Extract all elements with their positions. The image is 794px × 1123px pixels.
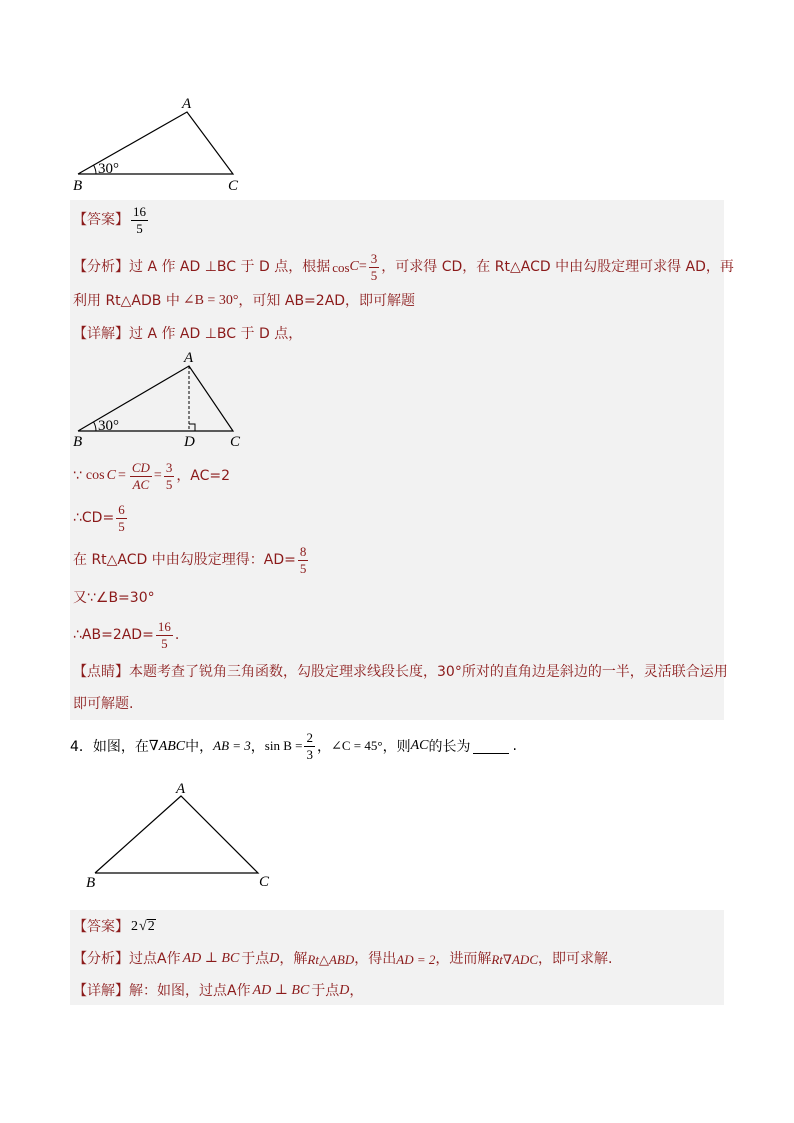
detail-label-2: 【详解】 <box>73 983 129 999</box>
step-also: 又∵∠B=30° <box>73 590 155 606</box>
vertex-b-label-3: B <box>86 875 96 891</box>
step-cos: ∵ cos C = $\frac{CD}{AC}$ = $\frac{3}{5}$ ，AC=2 <box>73 460 231 492</box>
vertex-b-label: B <box>73 178 83 194</box>
vertex-a-label-3: A <box>176 781 186 797</box>
analysis-label: 【分析】 <box>73 259 129 276</box>
angle-label-2: 30° <box>98 418 119 434</box>
vertex-d-label-2: D <box>184 434 195 450</box>
step-ad: 在 Rt△ACD 中由勾股定理得：AD= $\frac{8}{5}$ <box>73 544 307 576</box>
answer-fraction: $\frac{16}{5}$ <box>133 204 146 236</box>
detail-label: 【详解】 <box>73 326 129 342</box>
answer-label: 【答案】 <box>73 212 129 229</box>
analysis-label-2: 【分析】 <box>73 951 129 967</box>
step-cd: ∴CD= $\frac{6}{5}$ <box>73 502 125 534</box>
detail-row-2: 【详解】 解：如图，过点A作 AD ⊥ BC 于点 D ， <box>73 983 364 999</box>
comment-row-1b: 即可解题. <box>73 696 134 712</box>
vertex-c-label: C <box>228 178 239 194</box>
analysis-row-1: 【分析】 过 A 作 AD ⊥BC 于 D 点，根据 cos C = $\frac{3}{5}$ ，可求得 CD，在 Rt△ACD 中由勾股定理可求得 AD，再 <box>73 251 734 283</box>
angle-label: 30° <box>98 161 119 177</box>
vertex-a-label: A <box>182 96 192 112</box>
cos-fraction: $\frac{3}{5}$ <box>370 251 378 283</box>
vertex-b-label-2: B <box>73 434 83 450</box>
analysis-row-1b: 利用 Rt△ADB 中 ∠B = 30° ，可知 AB=2AD，即可解题 <box>73 293 416 309</box>
sqrt-icon: √ <box>139 918 147 934</box>
vertex-c-label-2: C <box>230 434 241 450</box>
comment-row-1: 【点睛】 本题考查了锐角三角函数，勾股定理求线段长度，30°所对的直角边是斜边的一半，灵活联合运用 <box>73 664 728 680</box>
detail-row-1: 【详解】 过 A 作 AD ⊥BC 于 D 点， <box>73 326 303 342</box>
question-4: 4．如图，在 ∇ABC 中， AB = 3 ， sin B = $\frac{2}{3}$ ， ∠C = 45° ，则 AC 的长为 . <box>70 730 517 762</box>
answer-row-2: 【答案】 2 √ 2 <box>73 918 155 935</box>
comment-label: 【点睛】 <box>73 664 129 680</box>
vertex-c-label-3: C <box>259 874 270 890</box>
step-ab: ∴AB=2AD= $\frac{16}{5}$ . <box>73 619 180 651</box>
vertex-a-label-2: A <box>184 350 194 366</box>
analysis-row-2: 【分析】 过点A作 AD ⊥ BC 于点 D ，解 Rt△ABD ，得出 AD = 2 ，进而解 Rt∇ADC ，即可求解. <box>73 951 613 967</box>
answer-label-2: 【答案】 <box>73 918 129 935</box>
